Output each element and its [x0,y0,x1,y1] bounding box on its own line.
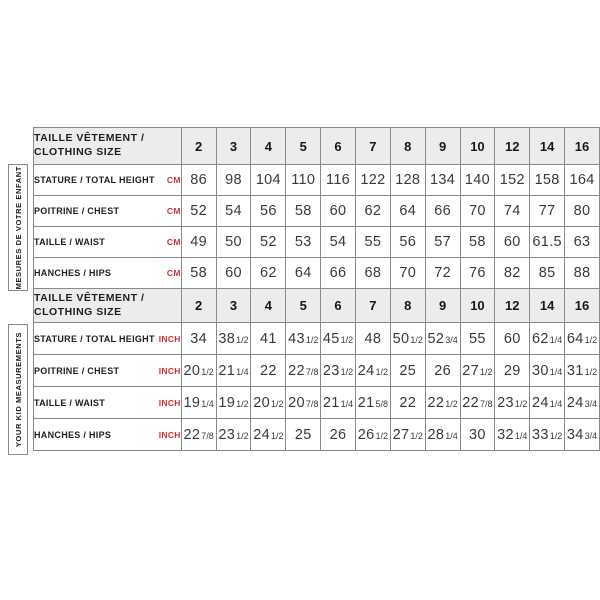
measurement-value: 501/2 [390,323,425,355]
size-value: 4 [251,289,286,323]
measurement-value: 261/2 [355,419,390,451]
measurement-value: 343/4 [565,419,600,451]
size-value: 7 [355,289,390,323]
measurement-value: 451/2 [321,323,356,355]
measurement-value: 281/4 [425,419,460,451]
size-value: 10 [460,289,495,323]
measurement-value: 201/2 [181,355,216,387]
measurement-label-cell [34,387,182,419]
measurement-value: 231/2 [321,355,356,387]
measurement-row [34,419,600,451]
measurement-label: STATURE / TOTAL HEIGHT [34,333,155,344]
measurement-value: 58 [181,258,216,289]
measurement-value: 63 [565,227,600,258]
measurement-value: 72 [425,258,460,289]
size-value: 12 [495,289,530,323]
size-header-row [34,289,600,323]
measurement-label-cell [34,419,182,451]
measurement-value: 134 [425,165,460,196]
size-value: 9 [425,128,460,165]
measurement-value: 231/2 [216,419,251,451]
measurement-value: 191/2 [216,387,251,419]
measurement-value: 25 [390,355,425,387]
measurement-value: 523/4 [425,323,460,355]
measurement-value: 211/4 [321,387,356,419]
measurement-value: 321/4 [495,419,530,451]
size-value: 16 [565,128,600,165]
measurement-value: 381/2 [216,323,251,355]
unit-label: INCH [158,429,181,440]
measurement-label-cell [34,355,182,387]
measurement-row [34,355,600,387]
measurement-value: 60 [216,258,251,289]
size-value: 3 [216,289,251,323]
size-value: 14 [530,128,565,165]
measurement-value: 243/4 [565,387,600,419]
unit-label: CM [166,237,181,247]
measurement-value: 58 [286,196,321,227]
unit-label: CM [166,206,181,216]
size-value: 5 [286,289,321,323]
measurement-label-cell [34,323,182,355]
size-value: 2 [181,289,216,323]
size-value: 9 [425,289,460,323]
measurement-value: 207/8 [286,387,321,419]
measurement-label: TAILLE / WAIST [34,397,106,408]
measurement-row [34,227,600,258]
measurement-value: 241/4 [530,387,565,419]
side-label-box-cm [8,164,28,291]
measurement-value: 85 [530,258,565,289]
measurement-value: 52 [181,196,216,227]
measurement-value: 271/2 [390,419,425,451]
measurement-value: 60 [321,196,356,227]
measurement-value: 56 [390,227,425,258]
measurement-value: 61.5 [530,227,565,258]
measurement-value: 221/2 [425,387,460,419]
measurement-value: 227/8 [181,419,216,451]
measurement-value: 54 [321,227,356,258]
measurement-row [34,387,600,419]
measurement-label: HANCHES / HIPS [34,429,112,440]
measurement-value: 641/2 [565,323,600,355]
measurement-value: 621/4 [530,323,565,355]
size-value: 5 [286,128,321,165]
measurement-value: 41 [251,323,286,355]
measurement-value: 201/2 [251,387,286,419]
measurement-value: 55 [355,227,390,258]
measurement-label: POITRINE / CHEST [34,365,120,376]
measurement-value: 98 [216,165,251,196]
size-value: 8 [390,128,425,165]
measurement-label: HANCHES / HIPS [34,268,112,278]
measurement-value: 191/4 [181,387,216,419]
measurement-value: 271/2 [460,355,495,387]
measurement-value: 60 [495,227,530,258]
measurement-value: 55 [460,323,495,355]
measurement-value: 431/2 [286,323,321,355]
measurement-value: 58 [460,227,495,258]
measurement-value: 140 [460,165,495,196]
measurement-value: 88 [565,258,600,289]
measurement-value: 211/4 [216,355,251,387]
measurement-label-cell [34,165,182,196]
measurement-row [34,323,600,355]
measurement-value: 26 [425,355,460,387]
unit-label: INCH [158,365,181,376]
measurement-value: 22 [251,355,286,387]
measurement-value: 215/8 [355,387,390,419]
measurement-value: 331/2 [530,419,565,451]
clothing-size-header-label: TAILLE VÊTEMENT / CLOTHING SIZE [34,289,182,323]
measurement-value: 74 [495,196,530,227]
measurement-value: 128 [390,165,425,196]
measurement-value: 30 [460,419,495,451]
measurement-value: 104 [251,165,286,196]
measurement-value: 26 [321,419,356,451]
measurement-value: 241/2 [251,419,286,451]
measurement-value: 86 [181,165,216,196]
measurement-value: 64 [390,196,425,227]
size-value: 8 [390,289,425,323]
measurement-value: 227/8 [286,355,321,387]
size-value: 2 [181,128,216,165]
unit-label: INCH [158,397,181,408]
side-label-box-inch [8,324,28,455]
size-value: 12 [495,128,530,165]
measurement-value: 68 [355,258,390,289]
measurement-row [34,196,600,227]
measurement-value: 50 [216,227,251,258]
size-value: 6 [321,128,356,165]
side-label-child-measurements: MESURES DE VOTRE ENFANT [13,165,23,290]
measurement-value: 34 [181,323,216,355]
measurement-value: 29 [495,355,530,387]
measurement-label: STATURE / TOTAL HEIGHT [34,175,155,185]
size-value: 14 [530,289,565,323]
size-header-row [34,128,600,165]
measurement-label: TAILLE / WAIST [34,237,106,247]
measurement-value: 60 [495,323,530,355]
measurement-value: 66 [425,196,460,227]
measurement-value: 116 [321,165,356,196]
measurement-label-cell [34,258,182,289]
measurement-value: 53 [286,227,321,258]
measurement-value: 227/8 [460,387,495,419]
measurement-value: 66 [321,258,356,289]
measurement-value: 62 [251,258,286,289]
unit-label: CM [166,175,181,185]
measurement-value: 52 [251,227,286,258]
clothing-size-header-label: TAILLE VÊTEMENT / CLOTHING SIZE [34,128,182,165]
measurement-value: 49 [181,227,216,258]
measurement-value: 152 [495,165,530,196]
measurement-value: 110 [286,165,321,196]
size-value: 4 [251,128,286,165]
measurement-value: 25 [286,419,321,451]
measurement-value: 158 [530,165,565,196]
measurement-label: POITRINE / CHEST [34,206,120,216]
unit-label: CM [166,268,181,278]
measurement-value: 70 [460,196,495,227]
unit-label: INCH [158,333,181,344]
measurement-value: 64 [286,258,321,289]
measurement-value: 62 [355,196,390,227]
measurement-value: 70 [390,258,425,289]
measurement-row [34,258,600,289]
size-value: 16 [565,289,600,323]
measurement-value: 56 [251,196,286,227]
size-value: 10 [460,128,495,165]
size-chart-table [33,127,600,451]
measurement-value: 164 [565,165,600,196]
measurement-value: 301/4 [530,355,565,387]
measurement-value: 82 [495,258,530,289]
size-value: 3 [216,128,251,165]
size-value: 7 [355,128,390,165]
measurement-value: 22 [390,387,425,419]
measurement-value: 54 [216,196,251,227]
measurement-value: 77 [530,196,565,227]
measurement-value: 122 [355,165,390,196]
measurement-row [34,165,600,196]
side-label-kid-measurements: YOUR KID MEASUREMENTS [13,331,23,448]
measurement-value: 231/2 [495,387,530,419]
measurement-value: 48 [355,323,390,355]
measurement-value: 241/2 [355,355,390,387]
size-value: 6 [321,289,356,323]
measurement-label-cell [34,227,182,258]
measurement-label-cell [34,196,182,227]
measurement-value: 57 [425,227,460,258]
measurement-value: 311/2 [565,355,600,387]
measurement-value: 76 [460,258,495,289]
measurement-value: 80 [565,196,600,227]
